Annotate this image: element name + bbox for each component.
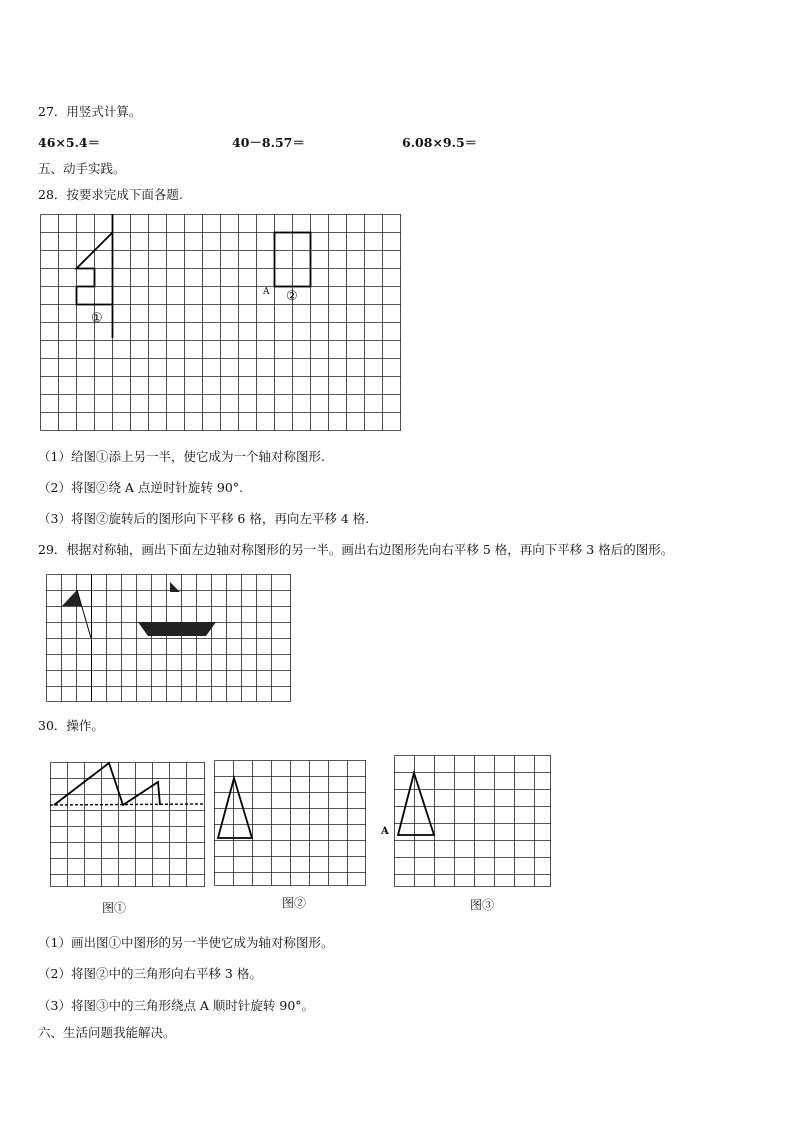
q30-fig1-caption: 图①	[102, 901, 127, 915]
q30-fig1-shape	[54, 763, 160, 805]
q27-title: 27．用竖式计算。	[38, 104, 142, 119]
q29-grid-figure	[46, 574, 296, 706]
q30-fig1-axis	[50, 804, 205, 805]
q30-item-2: （2）将图②中的三角形向右平移 3 格。	[38, 966, 262, 981]
q30-item-1: （1）画出图①中图形的另一半使它成为轴对称图形。	[38, 935, 334, 950]
q28-item-1: （1）给图①添上另一半，使它成为一个轴对称图形.	[38, 449, 325, 464]
q30-fig3-caption: 图③	[470, 898, 495, 912]
q30-grid-2	[215, 761, 367, 886]
q30-fig2-caption: 图②	[282, 896, 307, 910]
q28-fig2-label: ②	[286, 289, 298, 304]
q30-title: 30．操作。	[38, 718, 104, 733]
q29-grid	[47, 575, 292, 702]
q30-fig3-triangle	[398, 773, 434, 835]
q29-left-shape-edge	[77, 590, 91, 638]
q28-item-2: （2）将图②绕 A 点逆时针旋转 90°.	[38, 480, 244, 495]
q29-boat-shape	[138, 622, 216, 636]
q28-title: 28．按要求完成下面各题.	[38, 187, 183, 202]
q28-item-3: （3）将图②旋转后的图形向下平移 6 格，再向左平移 4 格.	[38, 511, 370, 526]
q28-fig1-label: ①	[91, 311, 103, 326]
q29-flag-shape	[170, 582, 180, 592]
q28-point-a: A	[263, 287, 270, 297]
q27-expression-1: 46×5.4＝	[38, 135, 101, 150]
q30-fig2-triangle	[218, 778, 252, 838]
q27-expression-2: 40－8.57＝	[232, 135, 305, 150]
section6-title: 六、生活问题我能解决。	[38, 1025, 176, 1040]
q30-grid-1	[51, 763, 206, 887]
q27-expression-3: 6.08×9.5＝	[402, 135, 478, 150]
q30-figure-3	[394, 755, 554, 889]
q30-figure-2	[214, 760, 370, 888]
q30-point-a: A	[381, 826, 389, 837]
q30-item-3: （3）将图③中的三角形绕点 A 顺时针旋转 90°。	[38, 998, 315, 1013]
q30-figure-1	[50, 762, 210, 890]
q29-title: 29．根据对称轴，画出下面左边轴对称图形的另一半。画出右边图形先向右平移 5 格，再向下平移 3 格后的图形。	[38, 542, 674, 557]
section5-title: 五、动手实践。	[38, 161, 126, 176]
q30-grid-3	[395, 756, 552, 887]
